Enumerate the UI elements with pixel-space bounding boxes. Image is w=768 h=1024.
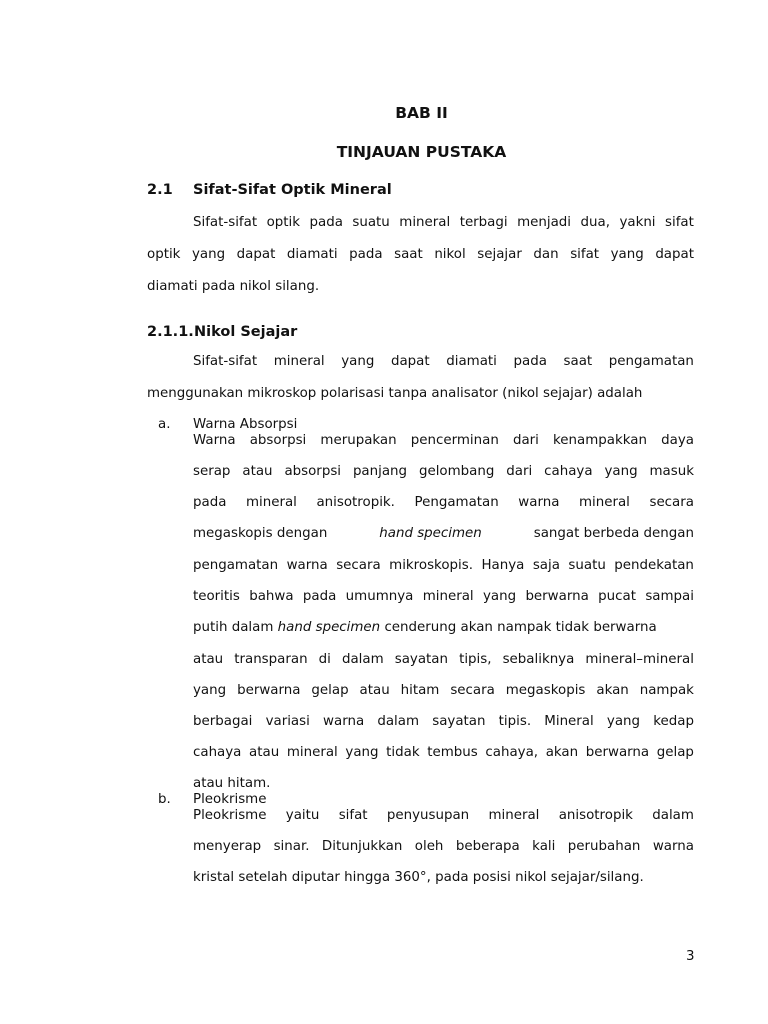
word: panjang — [352, 464, 408, 479]
word: pencerminan — [410, 433, 499, 448]
word: pada — [309, 215, 343, 230]
word: berwarna — [525, 589, 589, 604]
word: tipis, — [459, 652, 492, 667]
word: dan — [533, 247, 559, 262]
word: nampak — [639, 683, 694, 698]
word: tidak — [386, 745, 420, 760]
section-para-line-1 — [193, 215, 694, 230]
item-a-line — [193, 652, 694, 667]
word: warna — [652, 839, 694, 854]
word: mikroskopis. — [389, 558, 473, 573]
word: sampai — [645, 589, 694, 604]
word: warna — [286, 558, 328, 573]
word: masuk — [649, 464, 694, 479]
subsection-title: Nikol Sejajar — [194, 324, 298, 340]
item-a-line — [193, 433, 694, 448]
item-a-line — [193, 589, 694, 604]
word: dari — [512, 433, 539, 448]
word: berbagai — [193, 714, 253, 729]
word: absorpsi — [284, 464, 342, 479]
word: merupakan — [320, 433, 397, 448]
word: atau — [193, 652, 224, 667]
word: dua, — [580, 215, 610, 230]
word: yang — [606, 714, 641, 729]
section-para-line-2 — [147, 247, 694, 262]
word: berwarna — [585, 745, 650, 760]
word: sayatan — [432, 714, 486, 729]
word: yang — [341, 354, 375, 369]
subsection-number: 2.1.1. — [147, 324, 194, 340]
word: pengamatan — [193, 558, 279, 573]
word: sinar. — [273, 839, 310, 854]
word: atau — [249, 745, 280, 760]
word: mineral — [399, 215, 451, 230]
word: pucat — [598, 589, 636, 604]
word: kenampakkan — [553, 433, 647, 448]
page-number: 3 — [686, 949, 695, 964]
word: yang — [345, 745, 379, 760]
word: cahaya — [193, 745, 242, 760]
item-a-italic-term: hand specimen — [277, 620, 381, 635]
word: yang — [191, 247, 226, 262]
word: cahaya — [544, 464, 593, 479]
word: warna — [518, 495, 560, 510]
word: yaitu — [285, 808, 320, 823]
word: sifat — [665, 215, 694, 230]
word: pendekatan — [614, 558, 694, 573]
word: bahwa — [249, 589, 294, 604]
word: penyusupan — [386, 808, 470, 823]
subsection-para-line-2: menggunakan mikroskop polarisasi tanpa analisator (nikol sejajar) adalah — [147, 386, 643, 401]
word: saat — [563, 354, 593, 369]
word: dalam — [341, 652, 384, 667]
item-a-line — [193, 745, 694, 760]
word: dapat — [390, 354, 430, 369]
item-a-line — [193, 683, 694, 698]
word: Sifat-sifat — [193, 354, 258, 369]
item-a-line — [193, 558, 694, 573]
word: Warna — [193, 433, 236, 448]
word: yakni — [619, 215, 656, 230]
word: menjadi — [517, 215, 572, 230]
word: pengamatan — [608, 354, 694, 369]
word: mineral — [273, 354, 325, 369]
word: sejajar — [477, 247, 522, 262]
word: Ditunjukkan — [321, 839, 403, 854]
item-a-line: atau hitam. — [193, 776, 271, 791]
word: Hanya — [481, 558, 525, 573]
word: atau — [242, 464, 273, 479]
word: gelap — [311, 683, 349, 698]
word: beberapa — [455, 839, 520, 854]
chapter-title: TINJAUAN PUSTAKA — [336, 143, 507, 161]
word: yang — [610, 247, 644, 262]
word: terbagi — [459, 215, 508, 230]
word: yang — [482, 589, 517, 604]
chapter-heading: BAB II — [395, 104, 448, 122]
word: suatu — [568, 558, 606, 573]
word: pada — [193, 495, 227, 510]
item-b-marker: b. — [158, 792, 171, 807]
section-number: 2.1 — [147, 182, 173, 198]
word: tipis. — [498, 714, 532, 729]
word: serap — [193, 464, 231, 479]
item-b-line — [193, 839, 694, 854]
word: daya — [661, 433, 694, 448]
word: di — [318, 652, 331, 667]
word: sifat — [338, 808, 368, 823]
word: dalam — [377, 714, 420, 729]
word: akan — [545, 745, 579, 760]
item-a-line — [193, 620, 694, 635]
item-a-text: sangat berbeda dengan — [533, 526, 694, 541]
word: menyerap — [193, 839, 262, 854]
word: mineral — [578, 495, 630, 510]
word: megaskopis — [505, 683, 586, 698]
word: teoritis — [193, 589, 240, 604]
word: anisotropik — [558, 808, 633, 823]
word: pada — [513, 354, 547, 369]
item-b-line: kristal setelah diputar hingga 360°, pada posisi nikol sejajar/silang. — [193, 870, 644, 885]
section-title: Sifat-Sifat Optik Mineral — [193, 182, 392, 198]
word: suatu — [352, 215, 390, 230]
word: mineral — [488, 808, 540, 823]
word: diamati — [286, 247, 338, 262]
item-a-marker: a. — [158, 417, 171, 432]
word: mineral–mineral — [585, 652, 694, 667]
word: pada — [302, 589, 337, 604]
word: akan — [596, 683, 629, 698]
word: secara — [336, 558, 381, 573]
word: umumnya — [345, 589, 414, 604]
word: pada — [349, 247, 383, 262]
subsection-para-line-1 — [193, 354, 694, 369]
word: yang — [604, 464, 638, 479]
word: sayatan — [394, 652, 448, 667]
word: hitam — [400, 683, 440, 698]
word: optik — [266, 215, 300, 230]
word: warna — [323, 714, 365, 729]
word: dapat — [236, 247, 276, 262]
item-a-text: putih dalam — [193, 620, 274, 635]
word: anisotropik. — [316, 495, 395, 510]
item-a-line — [193, 526, 694, 541]
word: yang — [193, 683, 227, 698]
word: gelombang — [418, 464, 495, 479]
word: transparan — [234, 652, 308, 667]
word: kedap — [653, 714, 694, 729]
word: gelap — [656, 745, 694, 760]
word: dapat — [655, 247, 694, 262]
item-a-line — [193, 495, 694, 510]
word: kali — [532, 839, 556, 854]
item-b-line — [193, 808, 694, 823]
word: perubahan — [567, 839, 641, 854]
item-a-line — [193, 714, 694, 729]
word: berwarna — [237, 683, 301, 698]
item-a-text: cenderung akan nampak tidak berwarna — [384, 620, 657, 635]
word: saja — [532, 558, 560, 573]
word: oleh — [414, 839, 444, 854]
word: tembus — [427, 745, 478, 760]
item-a-text: megaskopis dengan — [193, 526, 328, 541]
word: saat — [394, 247, 423, 262]
word: atau — [359, 683, 390, 698]
word: diamati — [446, 354, 497, 369]
item-a-title: Warna Absorpsi — [193, 417, 298, 432]
word: mineral — [245, 495, 297, 510]
word: Pleokrisme — [193, 808, 267, 823]
item-a-italic-term: hand specimen — [379, 526, 482, 541]
word: mineral — [286, 745, 338, 760]
word: Sifat-sifat — [193, 215, 258, 230]
word: sifat — [570, 247, 600, 262]
word: variasi — [265, 714, 310, 729]
word: absorpsi — [249, 433, 307, 448]
word: sebaliknya — [502, 652, 575, 667]
word: cahaya, — [485, 745, 539, 760]
word: Mineral — [544, 714, 594, 729]
word: Pengamatan — [414, 495, 499, 510]
word: secara — [649, 495, 694, 510]
word: secara — [450, 683, 495, 698]
word: nikol — [434, 247, 466, 262]
word: dalam — [652, 808, 694, 823]
item-b-title: Pleokrisme — [193, 792, 267, 807]
word: dari — [506, 464, 533, 479]
word: optik — [147, 247, 181, 262]
item-a-line — [193, 464, 694, 479]
section-para-line-3: diamati pada nikol silang. — [147, 279, 320, 294]
word: mineral — [422, 589, 474, 604]
